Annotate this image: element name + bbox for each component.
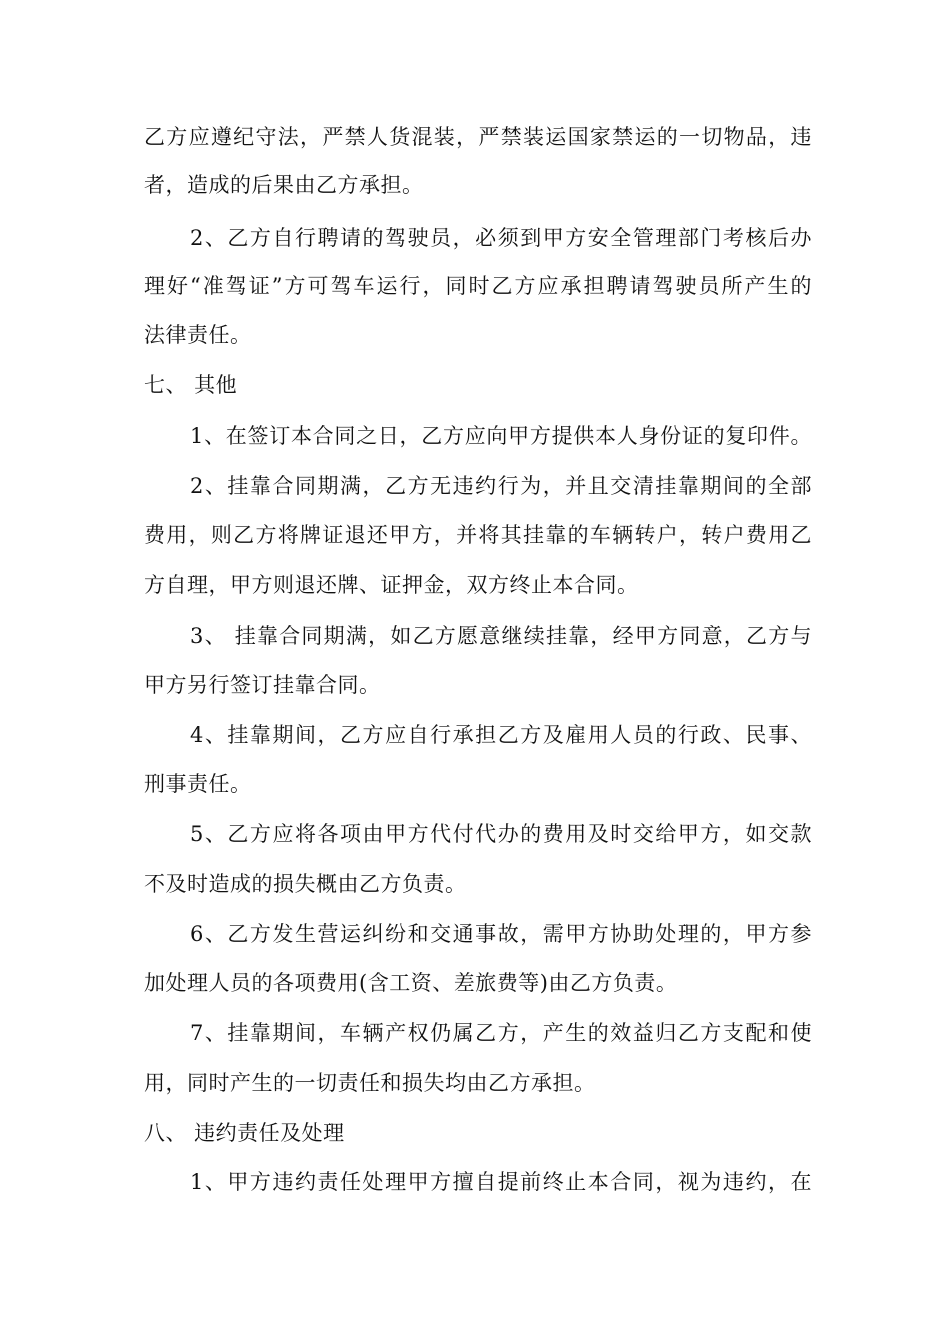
text-line: 5、乙方应将各项由甲方代付代办的费用及时交给甲方，如交款 (190, 822, 812, 846)
text-line: 3、 挂靠合同期满，如乙方愿意继续挂靠，经甲方同意，乙方与 (190, 624, 812, 648)
text-line: 理好“准驾证”方可驾车运行，同时乙方应承担聘请驾驶员所产生的 (144, 274, 812, 298)
section-heading: 七、 其他 (144, 373, 238, 397)
text-line: 6、乙方发生营运纠纷和交通事故，需甲方协助处理的，甲方参 (190, 922, 812, 946)
section-heading: 八、 违约责任及处理 (144, 1121, 345, 1145)
text-line: 加处理人员的各项费用(含工资、差旅费等)由乙方负责。 (144, 971, 678, 995)
text-line: 用，同时产生的一切责任和损失均由乙方承担。 (144, 1071, 596, 1095)
text-line: 甲方另行签订挂靠合同。 (144, 673, 381, 697)
text-line: 1、甲方违约责任处理甲方擅自提前终止本合同，视为违约，在 (190, 1170, 812, 1194)
text-line: 费用，则乙方将牌证退还甲方，并将其挂靠的车辆转户，转户费用乙 (144, 523, 812, 547)
text-line: 4、挂靠期间，乙方应自行承担乙方及雇用人员的行政、民事、 (190, 723, 812, 747)
text-line: 刑事责任。 (144, 772, 252, 796)
text-line: 法律责任。 (144, 323, 252, 347)
text-line: 乙方应遵纪守法，严禁人货混装，严禁装运国家禁运的一切物品，违 (144, 125, 812, 149)
text-line: 7、挂靠期间，车辆产权仍属乙方，产生的效益归乙方支配和使 (190, 1021, 812, 1045)
text-line: 2、挂靠合同期满，乙方无违约行为，并且交清挂靠期间的全部 (190, 474, 812, 498)
text-line: 者，造成的后果由乙方承担。 (144, 173, 424, 197)
text-line: 1、在签订本合同之日，乙方应向甲方提供本人身份证的复印件。 (190, 424, 812, 448)
text-line: 2、乙方自行聘请的驾驶员，必须到甲方安全管理部门考核后办 (190, 226, 812, 250)
text-line: 不及时造成的损失概由乙方负责。 (144, 872, 467, 896)
text-line: 方自理，甲方则退还牌、证押金，双方终止本合同。 (144, 573, 639, 597)
